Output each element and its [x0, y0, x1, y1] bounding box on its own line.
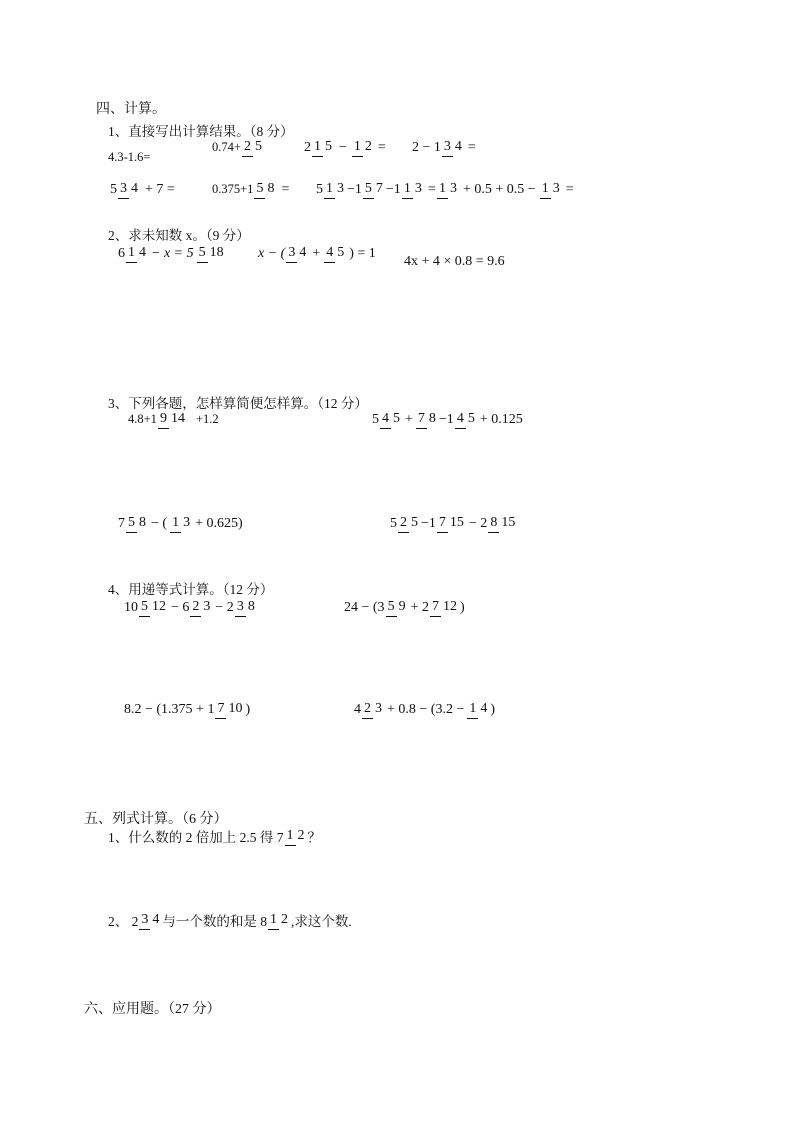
expr-text: 0.74+ — [212, 140, 241, 154]
question-text: ？ — [307, 830, 321, 845]
numerator: 7 — [215, 702, 226, 719]
denominator: 8 — [247, 599, 255, 614]
expr-text: − x = 5 — [151, 245, 194, 261]
whole: 5 — [372, 411, 379, 427]
fraction — [254, 180, 276, 199]
whole: 2 — [304, 139, 311, 155]
fraction — [286, 244, 308, 263]
fraction — [442, 138, 464, 157]
fraction — [380, 410, 402, 429]
fraction — [268, 911, 290, 930]
denominator: 2 — [364, 139, 372, 154]
fraction — [324, 180, 346, 199]
question-text: 2、 2 — [108, 914, 139, 929]
numerator: 5 — [363, 182, 374, 199]
fraction — [437, 514, 466, 533]
numerator: 1 — [285, 829, 296, 846]
fraction — [242, 138, 264, 157]
expr-text: x − ( — [258, 245, 286, 261]
numerator: 1 — [467, 702, 478, 719]
numerator: 7 — [437, 516, 448, 533]
numerator: 5 — [254, 182, 265, 199]
denominator: 4 — [480, 701, 488, 716]
denominator: 5 — [411, 515, 418, 530]
numerator: 8 — [488, 516, 499, 533]
numerator: 2 — [362, 702, 373, 719]
denominator: 15 — [449, 515, 464, 530]
q3-title: 3、下列各题，怎样算简便怎样算。（12 分） — [108, 396, 368, 411]
denominator: 4 — [131, 181, 138, 196]
whole: + 2 — [410, 599, 429, 615]
section-6-title: 六、应用题。（27 分） — [84, 1002, 221, 1017]
fraction — [467, 700, 489, 719]
fraction — [312, 138, 334, 157]
numerator: 3 — [286, 246, 297, 263]
q2-expr-3: 4x + 4 × 0.8 = 9.6 — [404, 254, 505, 269]
whole: 10 — [124, 599, 138, 615]
expr-text: ) = 1 — [349, 245, 376, 261]
numerator: 3 — [139, 913, 150, 930]
q3-expr-3 — [118, 514, 243, 533]
numerator: 2 — [190, 600, 201, 617]
fraction — [158, 410, 187, 429]
fraction — [324, 244, 346, 263]
numerator: 7 — [430, 600, 441, 617]
fraction — [285, 827, 307, 846]
fraction — [126, 514, 148, 533]
whole: −1 — [347, 181, 362, 197]
denominator: 12 — [442, 599, 457, 614]
whole: 5 — [390, 515, 397, 531]
q4-expr-2 — [344, 598, 465, 617]
q2-expr-1 — [118, 244, 227, 263]
fraction — [488, 514, 517, 533]
whole: −1 — [385, 181, 401, 197]
expr-text: + 0.625) — [195, 515, 243, 531]
q1-expr-5 — [110, 180, 175, 199]
numerator: 1 — [268, 913, 279, 930]
q1-expr-1: 4.3-1.6= — [108, 150, 151, 164]
denominator: 3 — [414, 181, 422, 196]
numerator: 2 — [398, 516, 409, 533]
fraction — [139, 911, 161, 930]
fraction — [437, 180, 459, 199]
denominator: 4 — [454, 139, 462, 154]
q4-expr-4 — [354, 700, 495, 719]
whole: 5 — [110, 181, 117, 197]
denominator: 4 — [299, 245, 307, 260]
question-text: 与一个数的和是 8 — [162, 914, 267, 929]
whole: 4 — [354, 701, 361, 717]
denominator: 3 — [450, 181, 457, 196]
q3-expr-2 — [372, 410, 523, 429]
denominator: 8 — [139, 515, 146, 530]
fraction — [398, 514, 420, 533]
numerator: 3 — [235, 600, 246, 617]
denominator: 18 — [209, 245, 224, 260]
numerator: 1 — [126, 246, 137, 263]
equals: = — [377, 139, 386, 155]
fraction — [126, 244, 148, 263]
fraction — [170, 514, 192, 533]
numerator: 5 — [386, 600, 397, 617]
numerator: 1 — [170, 516, 181, 533]
q1-expr-6 — [212, 180, 289, 199]
denominator: 8 — [428, 411, 436, 426]
denominator: 10 — [228, 701, 243, 716]
fraction — [386, 598, 408, 617]
expr-text: ) — [245, 701, 251, 717]
operator: − — [339, 139, 347, 155]
expr-text: − ( — [151, 515, 168, 531]
denominator: 15 — [501, 515, 516, 530]
expr-text: ) — [459, 599, 465, 615]
fraction — [139, 598, 168, 617]
numerator: 2 — [242, 140, 253, 157]
equals: = — [427, 181, 436, 197]
numerator: 7 — [416, 412, 427, 429]
expr-text: +1.2 — [195, 412, 219, 426]
q3-expr-1 — [128, 410, 219, 429]
denominator: 5 — [337, 245, 345, 260]
section-5-title: 五、列式计算。（6 分） — [84, 812, 228, 827]
denominator: 9 — [398, 599, 406, 614]
q4-expr-1 — [124, 598, 258, 617]
whole: − 6 — [171, 599, 190, 615]
q4-expr-3 — [124, 700, 250, 719]
fraction — [118, 180, 140, 199]
whole: 7 — [118, 515, 125, 531]
fraction — [215, 700, 244, 719]
q2-title: 2、求未知数 x。（9 分） — [108, 228, 250, 243]
denominator: 3 — [337, 181, 344, 196]
equals: = — [281, 181, 290, 197]
q4-title: 4、用递等式计算。（12 分） — [108, 582, 274, 597]
fraction — [455, 410, 477, 429]
whole: − 2 — [468, 515, 488, 531]
expr-text: 2 − 1 — [412, 139, 441, 155]
numerator: 3 — [118, 182, 129, 199]
numerator: 9 — [158, 412, 169, 429]
expr-text: 24 − (3 — [344, 599, 385, 615]
whole: 5 — [316, 181, 323, 197]
q1-expr-4 — [412, 138, 476, 157]
denominator: 3 — [552, 181, 560, 196]
fraction — [363, 180, 385, 199]
q3-expr-4 — [390, 514, 518, 533]
question-text: 1、什么数的 2 倍加上 2.5 得 7 — [108, 830, 284, 845]
operator: + — [312, 245, 321, 261]
expr-text: + 0.5 + 0.5 − — [463, 181, 536, 197]
question-text: ,求这个数. — [291, 914, 352, 929]
fraction — [190, 598, 212, 617]
denominator: 5 — [254, 139, 262, 154]
q1-expr-3 — [304, 138, 386, 157]
denominator: 7 — [375, 181, 383, 196]
numerator: 5 — [139, 600, 150, 617]
fraction — [197, 244, 226, 263]
denominator: 4 — [139, 245, 146, 260]
denominator: 8 — [267, 181, 275, 196]
fraction — [362, 700, 384, 719]
expr-text: + 0.8 − (3.2 − — [387, 701, 465, 717]
numerator: 1 — [352, 140, 363, 157]
denominator: 14 — [170, 411, 185, 426]
denominator: 3 — [375, 701, 382, 716]
expr-text: 4.8+1 — [128, 412, 157, 426]
numerator: 4 — [455, 412, 466, 429]
s5-question-2 — [108, 910, 352, 930]
equals: = — [565, 181, 574, 197]
denominator: 2 — [281, 911, 288, 927]
numerator: 5 — [197, 246, 208, 263]
q1-expr-7 — [316, 180, 436, 199]
expr-text: + 0.125 — [479, 411, 523, 427]
numerator: 4 — [324, 246, 335, 263]
numerator: 5 — [126, 516, 137, 533]
section-4-title: 四、计算。 — [96, 102, 166, 117]
expr-text: + 7 = — [145, 181, 175, 197]
denominator: 4 — [152, 911, 160, 927]
operator: + — [405, 411, 413, 427]
denominator: 3 — [203, 599, 211, 614]
s5-question-1 — [108, 826, 321, 846]
denominator: 5 — [325, 139, 332, 154]
fraction — [352, 138, 374, 157]
whole: −1 — [438, 411, 454, 427]
numerator: 1 — [324, 182, 335, 199]
expr-text: ) — [490, 701, 496, 717]
fraction — [416, 410, 438, 429]
denominator: 5 — [467, 411, 475, 426]
numerator: 1 — [402, 182, 413, 199]
numerator: 1 — [437, 182, 448, 199]
numerator: 1 — [312, 140, 323, 157]
fraction — [235, 598, 257, 617]
q2-expr-2 — [258, 244, 376, 263]
whole: 6 — [118, 245, 125, 261]
expr-text: 0.375+1 — [212, 182, 254, 196]
numerator: 1 — [540, 182, 551, 199]
q1-title: 1、直接写出计算结果。（8 分） — [108, 124, 294, 139]
equals: = — [467, 139, 476, 155]
whole: −1 — [421, 515, 436, 531]
fraction — [402, 180, 424, 199]
denominator: 12 — [152, 599, 166, 614]
q1-expr-8 — [436, 180, 574, 199]
denominator: 2 — [297, 827, 305, 843]
expr-text: 8.2 − (1.375 + 1 — [124, 701, 215, 717]
denominator: 3 — [183, 515, 191, 530]
fraction — [430, 598, 459, 617]
denominator: 5 — [393, 411, 400, 426]
q1-expr-2 — [212, 138, 265, 157]
fraction — [540, 180, 562, 199]
numerator: 4 — [380, 412, 391, 429]
numerator: 3 — [442, 140, 453, 157]
whole: − 2 — [215, 599, 234, 615]
